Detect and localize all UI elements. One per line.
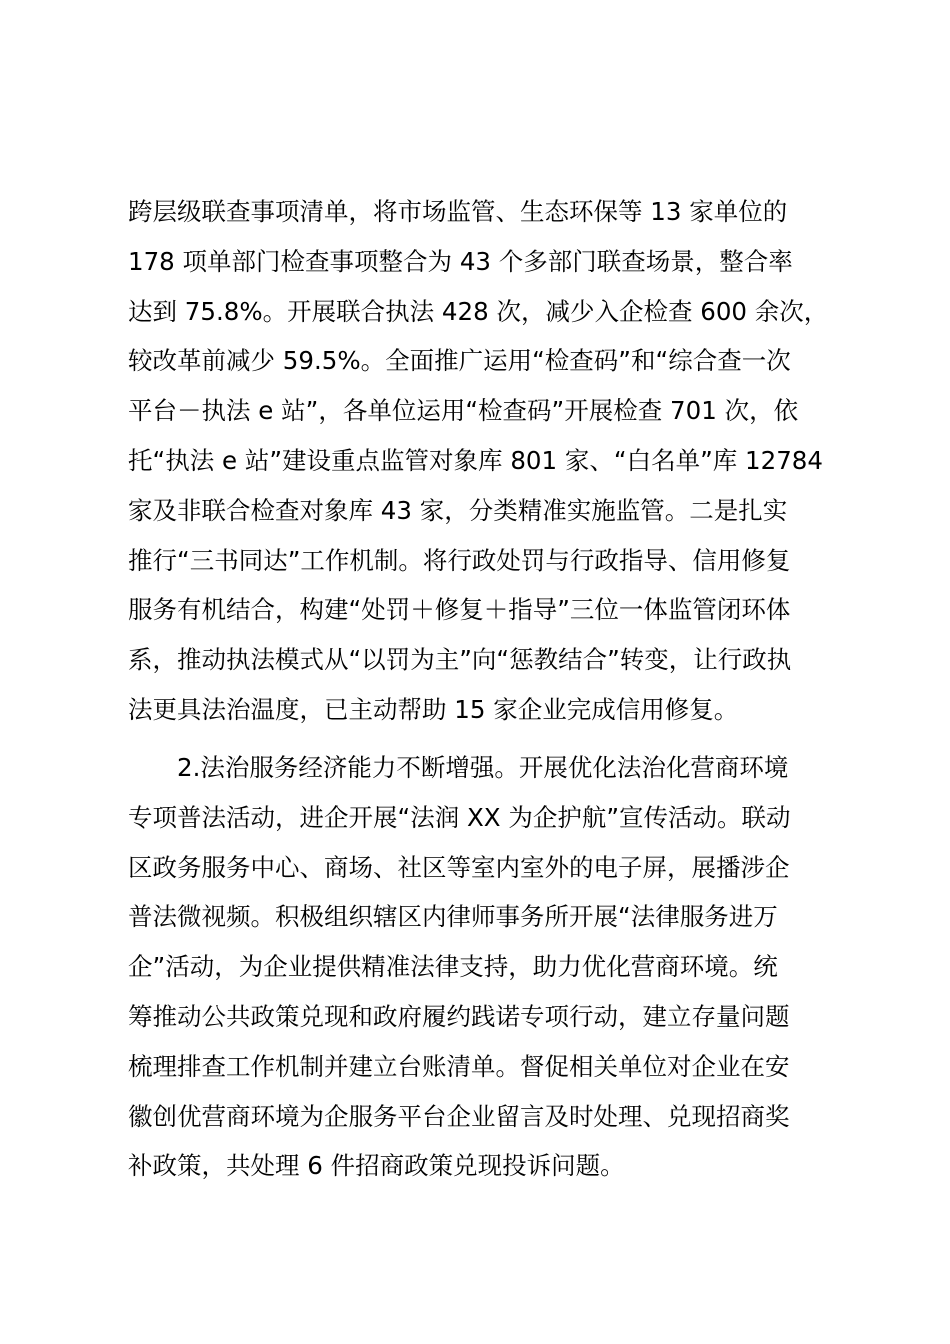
text-line: 推行“三书同达”工作机制。将行政处罚与行政指导、信用修复: [128, 545, 791, 575]
text-line: 托“执法 e 站”建设重点监管对象库 801 家、“白名单”库 12784: [128, 445, 823, 475]
text-line: 系，推动执法模式从“以罚为主”向“惩教结合”转变，让行政执: [128, 645, 792, 675]
text-line: 较改革前减少 59.5%。全面推广运用“检查码”和“综合查一次: [128, 346, 791, 376]
paragraph-enforcement-reform: [128, 187, 828, 735]
text-line: 专项普法活动，进企开展“法润 XX 为企护航”宣传活动。联动: [128, 802, 791, 832]
text-line: 筹推动公共政策兑现和政府履约践诺专项行动，建立存量问题: [128, 1001, 790, 1031]
text-line: 跨层级联查事项清单，将市场监管、生态环保等 13 家单位的: [128, 197, 788, 226]
text-line: 普法微视频。积极组织辖区内律师事务所开展“法律服务进万: [128, 902, 778, 932]
text-line-first: 2.法治服务经济能力不断增强。开展优化法治化营商环境: [177, 753, 789, 782]
text-line: 平台－执法 e 站”，各单位运用“检查码”开展检查 701 次，依: [128, 396, 799, 426]
text-line: 徽创优营商环境为企服务平台企业留言及时处理、兑现招商奖: [128, 1101, 790, 1131]
text-line: 补政策，共处理 6 件招商政策兑现投诉问题。: [128, 1151, 625, 1181]
text-line: 法更具法治温度，已主动帮助 15 家企业完成信用修复。: [128, 694, 739, 724]
paragraph-legal-service-economy: [128, 743, 828, 1191]
text-line: 企”活动，为企业提供精准法律支持，助力优化营商环境。统: [128, 952, 778, 982]
text-line: 家及非联合检查对象库 43 家，分类精准实施监管。二是扎实: [128, 495, 788, 525]
text-line: 服务有机结合，构建“处罚＋修复＋指导”三位一体监管闭环体: [128, 595, 791, 625]
text-line: 梳理排查工作机制并建立台账清单。督促相关单位对企业在安: [128, 1051, 790, 1081]
text-line: 178 项单部门检查事项整合为 43 个多部门联查场景，整合率: [128, 246, 793, 276]
text-line: 达到 75.8%。开展联合执法 428 次，减少入企检查 600 余次，: [128, 296, 829, 326]
text-line: 区政务服务中心、商场、社区等室内室外的电子屏，展播涉企: [128, 852, 790, 882]
